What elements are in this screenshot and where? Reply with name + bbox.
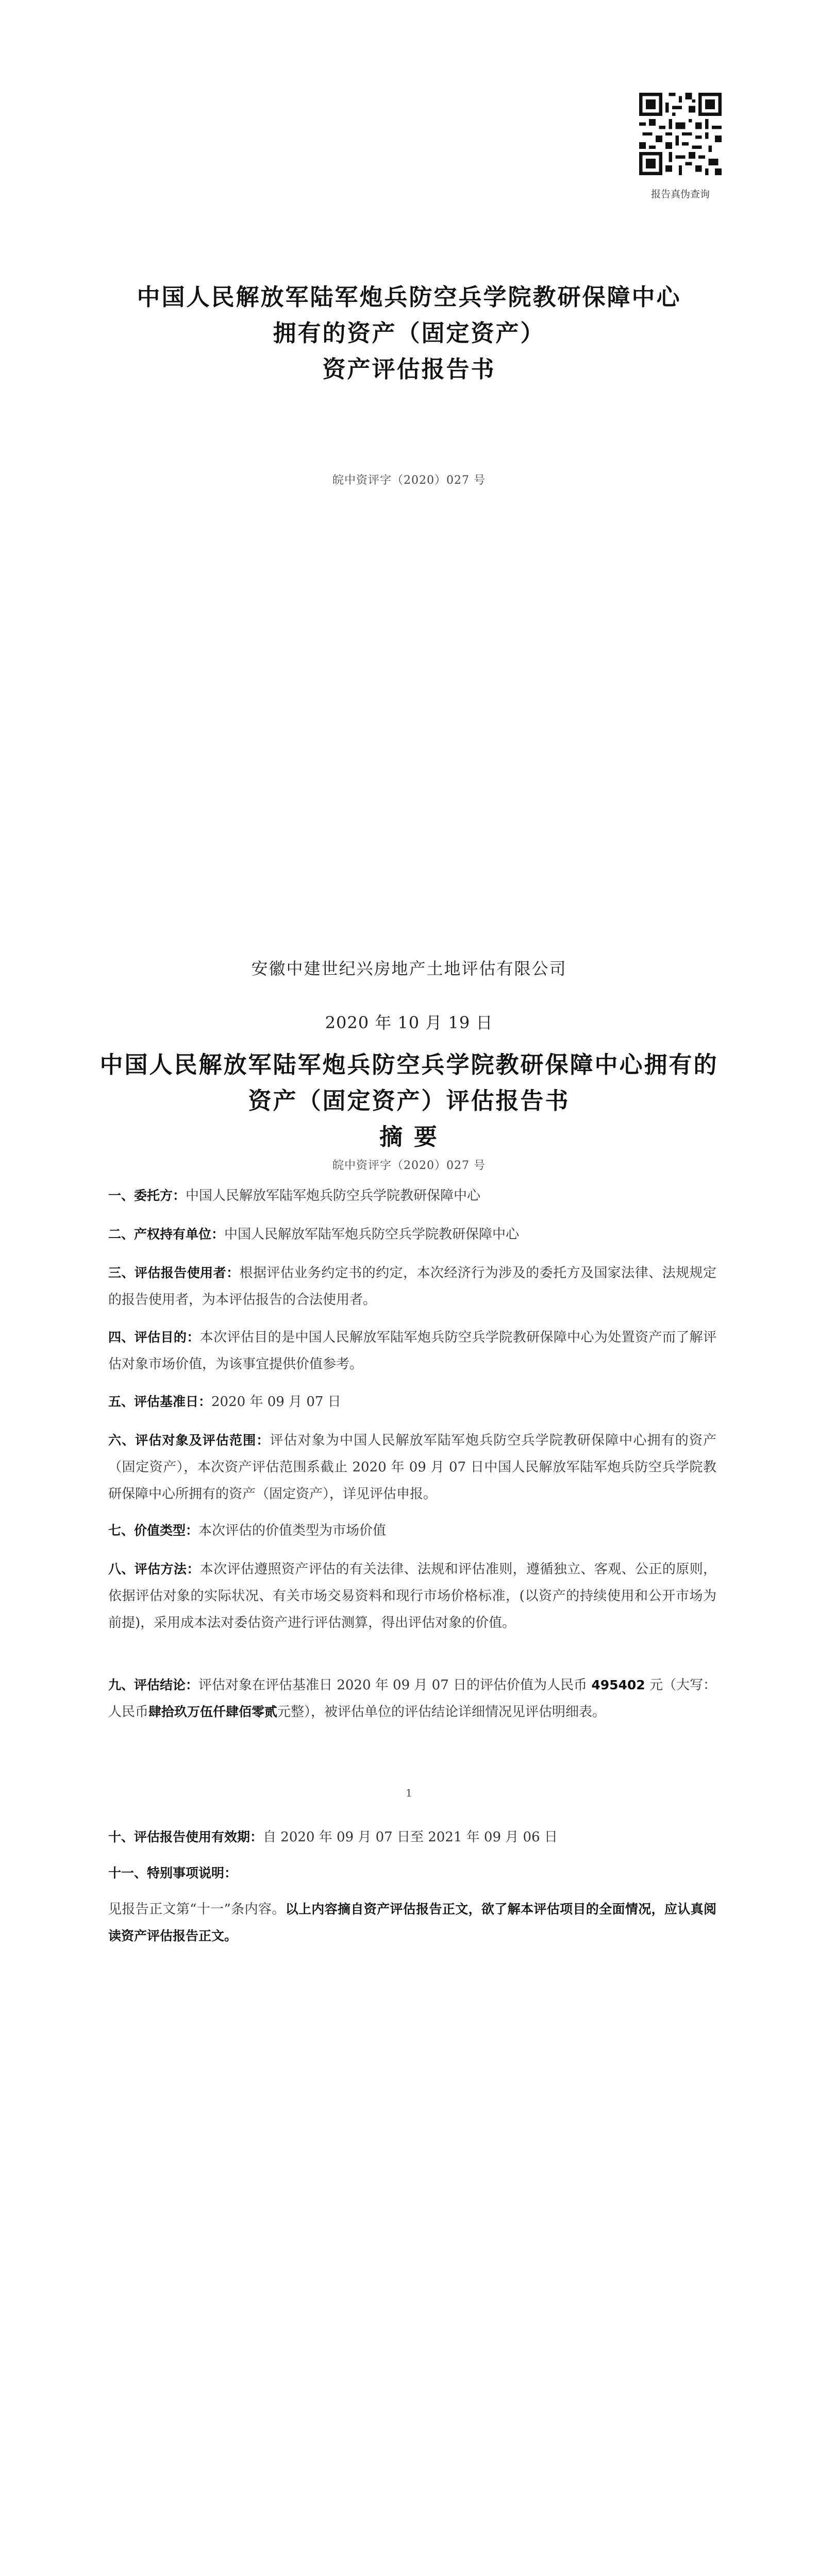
- item-label: 一、委托方：: [108, 1188, 186, 1203]
- qr-code[interactable]: [639, 93, 722, 175]
- report-date: 2020 年 10 月 19 日: [325, 1013, 493, 1032]
- item-text: 本次评估遵照资产评估的有关法律、法规和评估准则，遵循独立、客观、公正的原则，依据评估对象的实际状况、有关市场交易资料和现行市场价格标准，(以资产的持续使用和公开市场为前提)，采用成本法对委估资产进行评估测算，得出评估对象的价值。: [108, 1562, 716, 1631]
- item-conclusion: [108, 1672, 716, 1725]
- item-text: 2020 年 09 月 07 日: [211, 1394, 341, 1410]
- item-owner: [108, 1221, 716, 1248]
- conclusion-value: 495402: [591, 1677, 645, 1692]
- item-purpose: [108, 1324, 716, 1378]
- item-text: 中国人民解放军陆军炮兵防空兵学院教研保障中心: [224, 1227, 520, 1242]
- validity-label: 十、评估报告使用有效期：: [108, 1829, 263, 1844]
- item-text: 评估对象为中国人民解放军陆军炮兵防空兵学院教研保障中心拥有的资产（固定资产），本次资产评估范围系截止 2020 年 09 月 07 日中国人民解放军陆军炮兵防空兵学院教研保障中心所拥有的资产（固定资产），详见评估申报。: [108, 1433, 716, 1502]
- item-special-heading: [108, 1860, 716, 1887]
- item-value-type: [108, 1517, 716, 1544]
- item-client: [108, 1182, 716, 1209]
- cover-title-line-1: 中国人民解放军陆军炮兵防空兵学院教研保障中心: [137, 283, 681, 311]
- validity-text: 自 2020 年 09 月 07 日至 2021 年 09 月 06 日: [263, 1829, 558, 1845]
- item-scope: [108, 1427, 716, 1507]
- item-label: 七、价值类型：: [108, 1523, 199, 1538]
- page-number-1: 1: [406, 1787, 412, 1799]
- item-label: 六、评估对象及评估范围：: [108, 1433, 270, 1448]
- company-name: 安徽中建世纪兴房地产土地评估有限公司: [251, 959, 567, 978]
- item-special-text: [108, 1896, 716, 1950]
- item-base-date: [108, 1388, 716, 1415]
- special-plain: 见报告正文第“十一”条内容。: [108, 1902, 286, 1917]
- item-text: 根据评估业务约定书的约定，本次经济行为涉及的委托方及国家法律、法规规定的报告使用者，为本评估报告的合法使用者。: [108, 1265, 716, 1308]
- item-label: 八、评估方法：: [108, 1562, 200, 1577]
- qr-label: 报告真伪查询: [650, 189, 710, 200]
- conclusion-middle: 元（大写：人民币: [108, 1677, 716, 1720]
- special-bold: 以上内容摘自资产评估报告正文，欲了解本评估项目的全面情况，应认真阅读资产评估报告正文。: [108, 1902, 716, 1943]
- summary-title-line-2: 资产（固定资产）评估报告书: [248, 1087, 570, 1114]
- item-method: [108, 1556, 716, 1636]
- item-report-users: [108, 1260, 716, 1313]
- cover-title-line-3: 资产评估报告书: [322, 355, 496, 383]
- item-label: 五、评估基准日：: [108, 1394, 212, 1409]
- conclusion-after: 元整），被评估单位的评估结论详细情况见评估明细表。: [277, 1704, 606, 1720]
- item-label: 二、产权持有单位：: [108, 1227, 225, 1242]
- summary-heading: 摘 要: [379, 1123, 439, 1150]
- conclusion-label: 九、评估结论：: [108, 1677, 199, 1692]
- cover-doc-number: 皖中资评字（2020）027 号: [332, 474, 486, 487]
- item-label: 三、评估报告使用者：: [108, 1265, 240, 1280]
- item-text: 中国人民解放军陆军炮兵防空兵学院教研保障中心: [186, 1188, 481, 1204]
- item-text: 本次评估目的是中国人民解放军陆军炮兵防空兵学院教研保障中心为处置资产而了解评估对象市场价值，为该事宜提供价值参考。: [108, 1330, 716, 1372]
- summary-doc-number: 皖中资评字（2020）027 号: [332, 1159, 486, 1172]
- special-label: 十一、特别事项说明：: [108, 1866, 238, 1880]
- summary-title-line-1: 中国人民解放军陆军炮兵防空兵学院教研保障中心拥有的: [99, 1051, 719, 1078]
- cover-title-line-2: 拥有的资产（固定资产）: [273, 319, 545, 347]
- conclusion-upper: 肆拾玖万伍仟肆佰零贰: [148, 1704, 278, 1719]
- item-validity: [108, 1824, 716, 1851]
- conclusion-before: 评估对象在评估基准日 2020 年 09 月 07 日的评估价值为人民币: [198, 1677, 592, 1693]
- item-label: 四、评估目的：: [108, 1330, 200, 1345]
- item-text: 本次评估的价值类型为市场价值: [198, 1523, 387, 1538]
